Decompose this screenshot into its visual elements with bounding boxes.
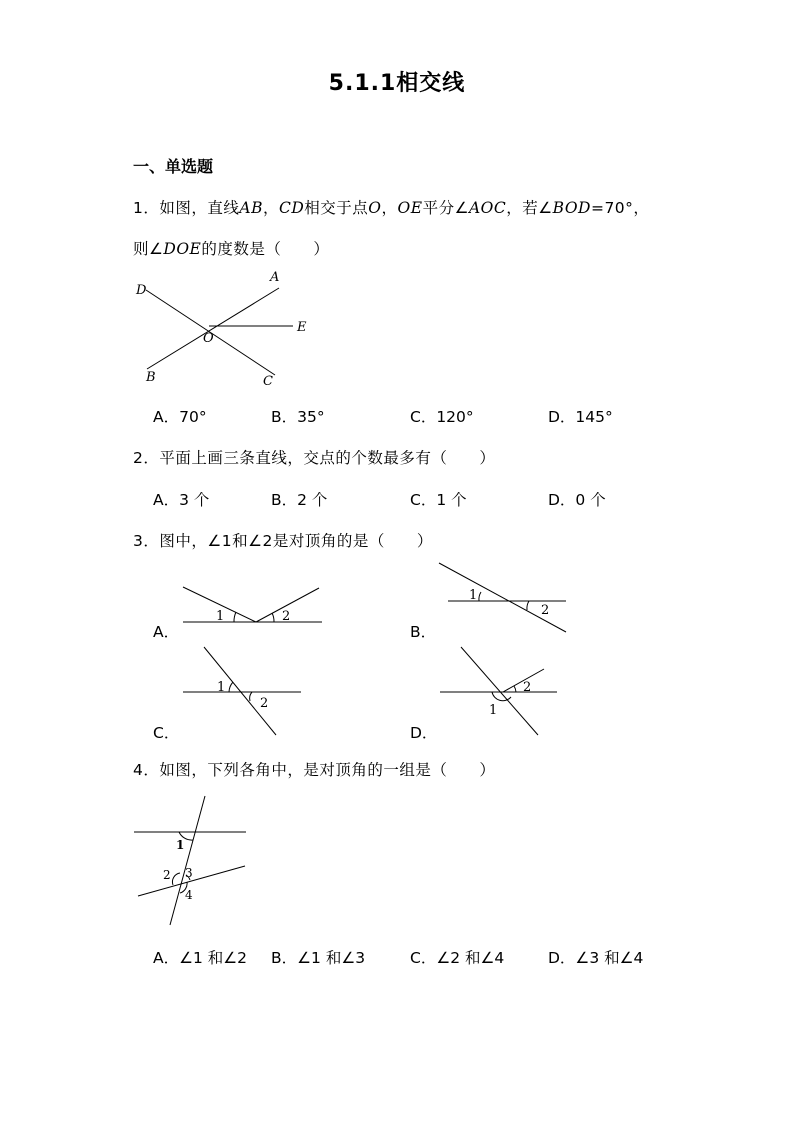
question-2-text: 2．平面上画三条直线，交点的个数最多有（ ） xyxy=(133,449,496,467)
point-label-e: E xyxy=(297,320,307,335)
angle-arc xyxy=(272,613,274,622)
angle-label-2: 2 xyxy=(163,868,171,882)
angle-arc xyxy=(234,612,236,622)
angle-label-1: 1 xyxy=(469,588,478,603)
angle-label-4: 4 xyxy=(185,888,193,902)
figure-line xyxy=(204,647,276,735)
point-label-c: C xyxy=(263,374,273,389)
q1-option-c: C．120° xyxy=(410,408,474,426)
point-label-a: A xyxy=(270,270,280,285)
q1-text: 则∠ xyxy=(133,240,164,258)
q1-var-ab: AB xyxy=(239,199,263,217)
q4-option-b: B．∠1 和∠3 xyxy=(271,949,366,967)
q1-text: 1．如图，直线 xyxy=(133,199,240,217)
page-title: 5.1.1相交线 xyxy=(328,71,466,96)
q3-option-a: A． xyxy=(153,623,180,641)
q1-var-o: O xyxy=(368,199,382,217)
point-label-o: O xyxy=(203,331,214,346)
q2-option-d: D．0 个 xyxy=(548,491,606,509)
angle-label-1: 1 xyxy=(176,838,185,852)
angle-arc xyxy=(514,686,516,692)
q1-option-d: D．145° xyxy=(548,408,613,426)
q1-var-doe: DOE xyxy=(163,240,202,258)
angle-label-2: 2 xyxy=(282,609,291,624)
angle-label-2: 2 xyxy=(541,603,550,618)
q3-figure-c xyxy=(178,643,304,739)
q1-text: ，若∠ xyxy=(506,199,553,217)
q1-text: 平分∠ xyxy=(422,199,469,217)
q3-option-d: D． xyxy=(410,724,438,742)
q1-option-a: A．70° xyxy=(153,408,207,426)
figure-line xyxy=(170,796,205,925)
q1-text: 相交于点 xyxy=(304,199,369,217)
q2-option-c: C．1 个 xyxy=(410,491,467,509)
q4-option-c: C．∠2 和∠4 xyxy=(410,949,505,967)
angle-arc xyxy=(527,601,529,610)
q4-figure xyxy=(130,792,250,930)
q1-var-cd: CD xyxy=(278,199,305,217)
q4-option-a: A．∠1 和∠2 xyxy=(153,949,248,967)
q1-var-bod: BOD xyxy=(552,199,591,217)
q3-option-b: B． xyxy=(410,623,437,641)
section-heading: 一、单选题 xyxy=(133,157,214,176)
q3-option-c: C． xyxy=(153,724,180,742)
angle-arc xyxy=(479,592,481,601)
angle-arc xyxy=(250,692,252,701)
q1-option-b: B．35° xyxy=(271,408,325,426)
point-label-d: D xyxy=(136,283,147,298)
q1-text: =70°， xyxy=(590,199,650,217)
q1-var-aoc: AOC xyxy=(468,199,507,217)
angle-label-1: 1 xyxy=(489,703,498,718)
question-1-line-1 xyxy=(133,196,649,218)
angle-arc xyxy=(229,682,233,692)
point-label-b: B xyxy=(146,370,156,385)
q1-figure xyxy=(130,268,330,390)
q2-option-b: B．2 个 xyxy=(271,491,328,509)
figure-line xyxy=(439,563,566,632)
q3-figure-d xyxy=(436,643,561,739)
q3-figure-a xyxy=(175,580,330,630)
q2-option-a: A．3 个 xyxy=(153,491,210,509)
line-ba xyxy=(147,288,279,369)
question-1-line-2 xyxy=(133,237,329,259)
q4-option-d: D．∠3 和∠4 xyxy=(548,949,644,967)
angle-label-3: 3 xyxy=(185,866,193,880)
question-4-text: 4．如图，下列各角中，是对顶角的一组是（ ） xyxy=(133,761,496,779)
angle-label-2: 2 xyxy=(523,680,532,695)
q1-var-oe: OE xyxy=(397,199,423,217)
q3-figure-b xyxy=(432,557,572,635)
angle-label-2: 2 xyxy=(260,696,269,711)
angle-arc xyxy=(172,873,180,885)
q1-sep: ， xyxy=(262,199,279,217)
angle-label-1: 1 xyxy=(217,680,226,695)
question-3-text: 3．图中，∠1和∠2是对顶角的是（ ） xyxy=(133,532,433,550)
q1-sep: ， xyxy=(381,199,398,217)
q1-text: 的度数是（ ） xyxy=(201,240,330,258)
angle-label-1: 1 xyxy=(216,609,225,624)
